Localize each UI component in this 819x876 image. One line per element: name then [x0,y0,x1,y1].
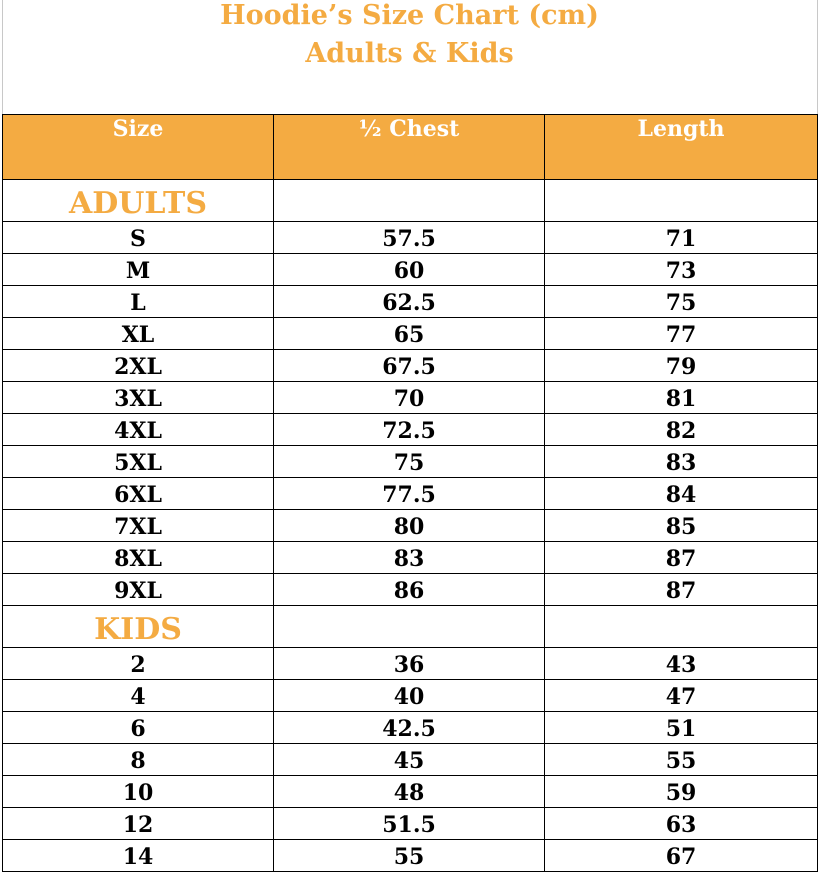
half-chest-cell: 48 [274,776,545,808]
empty-cell [545,180,818,222]
size-cell: 7XL [3,510,274,542]
length-cell: 59 [545,776,818,808]
length-cell: 87 [545,542,818,574]
table-row [3,478,818,510]
half-chest-cell: 60 [274,254,545,286]
half-chest-cell: 45 [274,744,545,776]
length-cell: 73 [545,254,818,286]
header-row [3,115,818,180]
half-chest-cell: 65 [274,318,545,350]
half-chest-cell: 67.5 [274,350,545,382]
size-cell: 10 [3,776,274,808]
half-chest-cell: 51.5 [274,808,545,840]
table-row [3,446,818,478]
size-cell: XL [3,318,274,350]
table-row [3,744,818,776]
size-cell: 2XL [3,350,274,382]
section-label: ADULTS [3,180,274,222]
header-half-chest: ½ Chest [274,115,545,180]
table-row [3,542,818,574]
table-row [3,648,818,680]
size-cell: 3XL [3,382,274,414]
length-cell: 43 [545,648,818,680]
table-row [3,382,818,414]
length-cell: 51 [545,712,818,744]
size-cell: 8 [3,744,274,776]
half-chest-cell: 36 [274,648,545,680]
half-chest-cell: 72.5 [274,414,545,446]
length-cell: 87 [545,574,818,606]
table-row [3,776,818,808]
table-row [3,286,818,318]
empty-cell [274,606,545,648]
table-body [3,180,818,872]
section-row-kids [3,606,818,648]
size-cell: 14 [3,840,274,872]
half-chest-cell: 80 [274,510,545,542]
table-row [3,254,818,286]
length-cell: 81 [545,382,818,414]
half-chest-cell: 57.5 [274,222,545,254]
size-cell: 6 [3,712,274,744]
empty-cell [545,606,818,648]
size-cell: 4XL [3,414,274,446]
size-cell: 12 [3,808,274,840]
size-cell: 4 [3,680,274,712]
length-cell: 63 [545,808,818,840]
length-cell: 77 [545,318,818,350]
section-row-adults [3,180,818,222]
table-row [3,808,818,840]
length-cell: 75 [545,286,818,318]
size-cell: S [3,222,274,254]
half-chest-cell: 62.5 [274,286,545,318]
table-row [3,712,818,744]
length-cell: 85 [545,510,818,542]
size-cell: 5XL [3,446,274,478]
table-row [3,414,818,446]
half-chest-cell: 55 [274,840,545,872]
half-chest-cell: 40 [274,680,545,712]
chart-title: Hoodie’s Size Chart (cm) [220,0,599,31]
table-row [3,574,818,606]
length-cell: 82 [545,414,818,446]
table-row [3,680,818,712]
size-table [2,114,818,872]
table-row [3,318,818,350]
table-row [3,350,818,382]
half-chest-cell: 86 [274,574,545,606]
size-cell: M [3,254,274,286]
length-cell: 67 [545,840,818,872]
empty-cell [274,180,545,222]
header-length: Length [545,115,818,180]
half-chest-cell: 42.5 [274,712,545,744]
header-size: Size [3,115,274,180]
table-row [3,222,818,254]
section-label: KIDS [3,606,274,648]
size-cell: 2 [3,648,274,680]
half-chest-cell: 70 [274,382,545,414]
length-cell: 71 [545,222,818,254]
table-row [3,840,818,872]
length-cell: 79 [545,350,818,382]
half-chest-cell: 75 [274,446,545,478]
length-cell: 83 [545,446,818,478]
length-cell: 47 [545,680,818,712]
size-cell: 9XL [3,574,274,606]
half-chest-cell: 77.5 [274,478,545,510]
length-cell: 84 [545,478,818,510]
size-cell: 6XL [3,478,274,510]
length-cell: 55 [545,744,818,776]
size-cell: L [3,286,274,318]
table-row [3,510,818,542]
half-chest-cell: 83 [274,542,545,574]
size-cell: 8XL [3,542,274,574]
chart-subtitle: Adults & Kids [305,38,514,69]
